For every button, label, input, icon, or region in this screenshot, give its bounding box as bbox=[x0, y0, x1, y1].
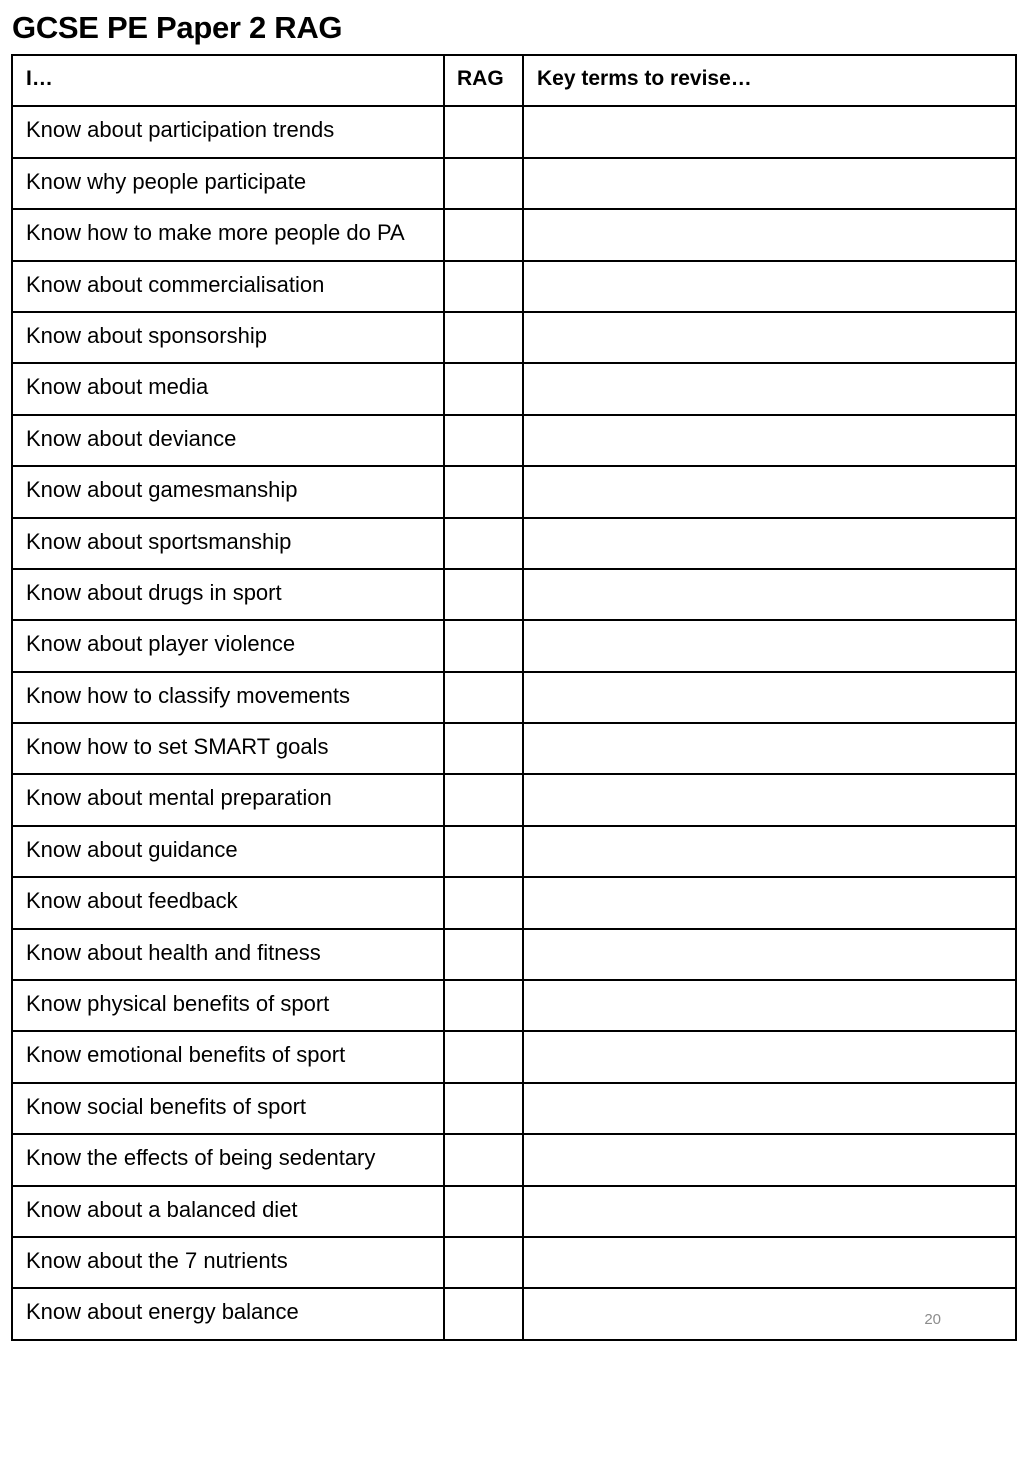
key-terms-cell[interactable] bbox=[523, 415, 1016, 466]
rag-cell[interactable] bbox=[444, 106, 523, 157]
rag-cell[interactable] bbox=[444, 1031, 523, 1082]
key-terms-cell[interactable] bbox=[523, 261, 1016, 312]
key-terms-cell[interactable] bbox=[523, 158, 1016, 209]
table-row bbox=[12, 1288, 1016, 1339]
rag-cell[interactable] bbox=[444, 1237, 523, 1288]
table-row bbox=[12, 929, 1016, 980]
skill-cell: Know about sportsmanship bbox=[12, 518, 444, 569]
key-terms-cell[interactable] bbox=[523, 980, 1016, 1031]
key-terms-cell[interactable] bbox=[523, 1083, 1016, 1134]
skill-cell: Know about feedback bbox=[12, 877, 444, 928]
key-terms-cell[interactable] bbox=[523, 1134, 1016, 1185]
skill-cell: Know the effects of being sedentary bbox=[12, 1134, 444, 1185]
rag-cell[interactable] bbox=[444, 209, 523, 260]
table-row bbox=[12, 312, 1016, 363]
rag-cell[interactable] bbox=[444, 261, 523, 312]
skill-cell: Know how to make more people do PA bbox=[12, 209, 444, 260]
key-terms-cell[interactable] bbox=[523, 1237, 1016, 1288]
page-number: 20 bbox=[924, 1310, 941, 1328]
column-header-key-terms: Key terms to revise… bbox=[523, 55, 1016, 106]
table-row bbox=[12, 209, 1016, 260]
rag-cell[interactable] bbox=[444, 1134, 523, 1185]
table-row bbox=[12, 1083, 1016, 1134]
skill-cell: Know physical benefits of sport bbox=[12, 980, 444, 1031]
key-terms-cell[interactable] bbox=[523, 1186, 1016, 1237]
skill-cell: Know about mental preparation bbox=[12, 774, 444, 825]
table-row bbox=[12, 106, 1016, 157]
table-row bbox=[12, 415, 1016, 466]
key-terms-cell[interactable] bbox=[523, 723, 1016, 774]
rag-table bbox=[11, 54, 1017, 1341]
table-row bbox=[12, 363, 1016, 414]
key-terms-cell[interactable] bbox=[523, 569, 1016, 620]
skill-cell: Know how to classify movements bbox=[12, 672, 444, 723]
rag-cell[interactable] bbox=[444, 415, 523, 466]
key-terms-cell[interactable] bbox=[523, 877, 1016, 928]
rag-cell[interactable] bbox=[444, 672, 523, 723]
key-terms-cell[interactable] bbox=[523, 1288, 1016, 1339]
rag-cell[interactable] bbox=[444, 1288, 523, 1339]
rag-cell[interactable] bbox=[444, 518, 523, 569]
table-row bbox=[12, 261, 1016, 312]
rag-cell[interactable] bbox=[444, 826, 523, 877]
rag-cell[interactable] bbox=[444, 466, 523, 517]
key-terms-cell[interactable] bbox=[523, 774, 1016, 825]
key-terms-cell[interactable] bbox=[523, 620, 1016, 671]
table-row bbox=[12, 518, 1016, 569]
skill-cell: Know about energy balance bbox=[12, 1288, 444, 1339]
skill-cell: Know social benefits of sport bbox=[12, 1083, 444, 1134]
rag-cell[interactable] bbox=[444, 312, 523, 363]
skill-cell: Know how to set SMART goals bbox=[12, 723, 444, 774]
key-terms-cell[interactable] bbox=[523, 363, 1016, 414]
table-row bbox=[12, 620, 1016, 671]
key-terms-cell[interactable] bbox=[523, 672, 1016, 723]
table-body bbox=[12, 106, 1016, 1339]
key-terms-cell[interactable] bbox=[523, 466, 1016, 517]
skill-cell: Know emotional benefits of sport bbox=[12, 1031, 444, 1082]
table-row bbox=[12, 1237, 1016, 1288]
table-row bbox=[12, 774, 1016, 825]
rag-cell[interactable] bbox=[444, 620, 523, 671]
table-row bbox=[12, 1186, 1016, 1237]
skill-cell: Know about sponsorship bbox=[12, 312, 444, 363]
table-row bbox=[12, 672, 1016, 723]
skill-cell: Know about a balanced diet bbox=[12, 1186, 444, 1237]
table-row bbox=[12, 877, 1016, 928]
rag-cell[interactable] bbox=[444, 723, 523, 774]
table-row bbox=[12, 1134, 1016, 1185]
rag-cell[interactable] bbox=[444, 877, 523, 928]
table-row bbox=[12, 723, 1016, 774]
key-terms-cell[interactable] bbox=[523, 106, 1016, 157]
rag-cell[interactable] bbox=[444, 1083, 523, 1134]
rag-cell[interactable] bbox=[444, 929, 523, 980]
table-row bbox=[12, 466, 1016, 517]
skill-cell: Know about deviance bbox=[12, 415, 444, 466]
table-row bbox=[12, 158, 1016, 209]
page-title: GCSE PE Paper 2 RAG bbox=[12, 10, 343, 45]
rag-cell[interactable] bbox=[444, 774, 523, 825]
skill-cell: Know why people participate bbox=[12, 158, 444, 209]
skill-cell: Know about participation trends bbox=[12, 106, 444, 157]
rag-cell[interactable] bbox=[444, 1186, 523, 1237]
rag-cell[interactable] bbox=[444, 158, 523, 209]
skill-cell: Know about guidance bbox=[12, 826, 444, 877]
rag-cell[interactable] bbox=[444, 363, 523, 414]
skill-cell: Know about health and fitness bbox=[12, 929, 444, 980]
skill-cell: Know about commercialisation bbox=[12, 261, 444, 312]
skill-cell: Know about the 7 nutrients bbox=[12, 1237, 444, 1288]
skill-cell: Know about media bbox=[12, 363, 444, 414]
table-header-row bbox=[12, 55, 1016, 106]
key-terms-cell[interactable] bbox=[523, 518, 1016, 569]
column-header-rag: RAG bbox=[444, 55, 523, 106]
rag-cell[interactable] bbox=[444, 569, 523, 620]
key-terms-cell[interactable] bbox=[523, 929, 1016, 980]
key-terms-cell[interactable] bbox=[523, 209, 1016, 260]
table-row bbox=[12, 569, 1016, 620]
skill-cell: Know about gamesmanship bbox=[12, 466, 444, 517]
skill-cell: Know about player violence bbox=[12, 620, 444, 671]
table-row bbox=[12, 1031, 1016, 1082]
table-row bbox=[12, 826, 1016, 877]
rag-cell[interactable] bbox=[444, 980, 523, 1031]
key-terms-cell[interactable] bbox=[523, 1031, 1016, 1082]
key-terms-cell[interactable] bbox=[523, 312, 1016, 363]
skill-cell: Know about drugs in sport bbox=[12, 569, 444, 620]
column-header-skill: I… bbox=[12, 55, 444, 106]
key-terms-cell[interactable] bbox=[523, 826, 1016, 877]
table-row bbox=[12, 980, 1016, 1031]
